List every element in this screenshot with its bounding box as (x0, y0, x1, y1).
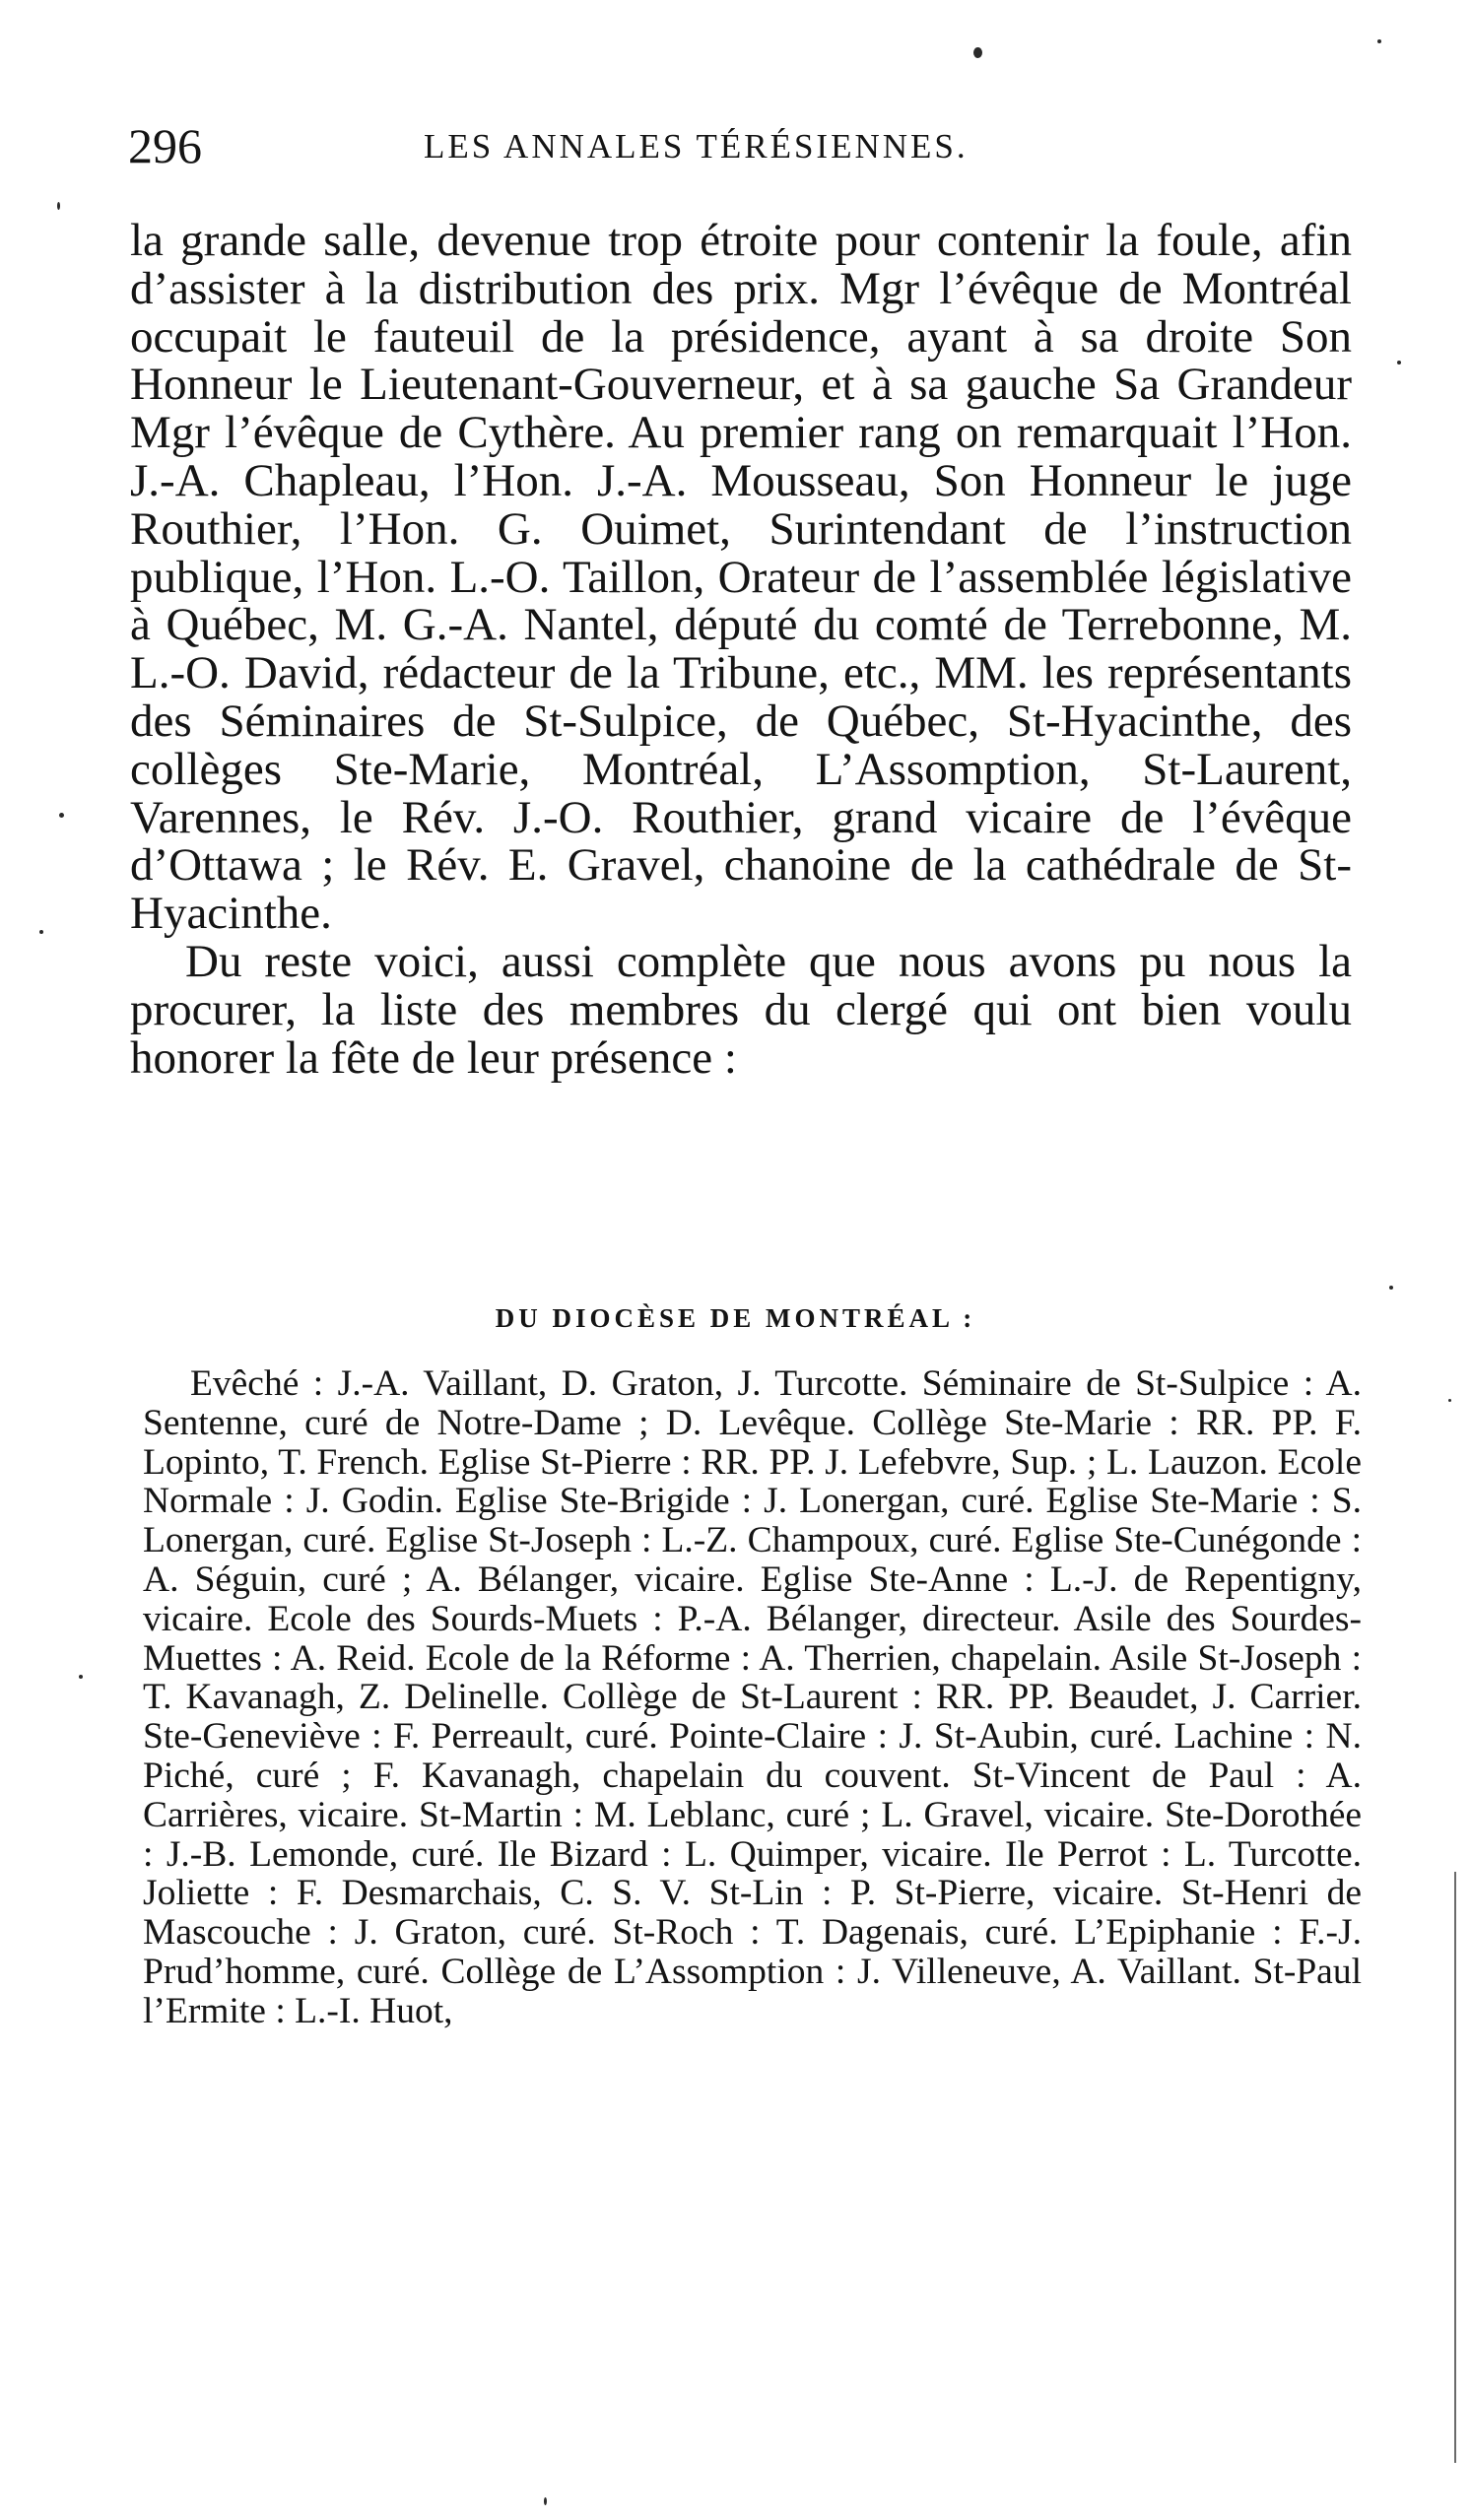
clergy-list: Evêché : J.-A. Vaillant, D. Graton, J. Turcotte. Séminaire de St-Sulpice : A. Sentenne, curé de Notre-Dame ; D. Levêque. Collège Ste-Marie : RR. PP. F. Lopinto, T. French. Eglise St-Pierre : RR. PP. J. Lefebvre, Sup. ; L. Lauzon. Ecole Normale : J. Godin. Eglise Ste-Brigide : J. Lonergan, curé. Eglise Ste-Marie : S. Lonergan, curé. Eglise St-Joseph : L.-Z. Champoux, curé. Eglise Ste-Cunégonde : A. Séguin, curé ; A. Bélanger, vicaire. Eglise Ste-Anne : L.-J. de Repentigny, vicaire. Ecole des Sourds-Muets : P.-A. Bélanger, directeur. Asile des Sourdes-Muettes : A. Reid. Ecole de la Réforme : A. Therrien, chapelain. Asile St-Joseph : T. Kavanagh, Z. Delinelle. Collège de St-Laurent : RR. PP. Beaudet, J. Carrier. Ste-Geneviève : F. Perreault, curé. Pointe-Claire : J. St-Aubin, curé. Lachine : N. Piché, curé ; F. Kavanagh, chapelain du couvent. St-Vincent de Paul : A. Carrières, vicaire. St-Martin : M. Leblanc, curé ; L. Gravel, vicaire. Ste-Dorothée : J.-B. Lemonde, curé. Ile Bizard : L. Quimper, vicaire. Ile Perrot : L. Turcotte. Joliette : F. Desmarchais, C. S. V. St-Lin : P. St-Pierre, vicaire. St-Henri de Mascouche : J. Graton, curé. St-Roch : T. Dagenais, curé. L’Epiphanie : F.-J. Prud’homme, curé. Collège de L’Assomption : J. Villeneuve, A. Vaillant. St-Paul l’Ermite : L.-I. Huot, (143, 1363, 1362, 2031)
scan-speck (59, 813, 64, 818)
scan-speck (1397, 361, 1401, 365)
scan-speck (79, 1675, 83, 1679)
scan-speck (1389, 1286, 1393, 1290)
page-header (128, 116, 1340, 175)
running-head: LES ANNALES TÉRÉSIENNES. (424, 127, 969, 166)
scan-edge-mark (1454, 1872, 1456, 2463)
section-heading: DU DIOCÈSE DE MONTRÉAL : (495, 1303, 976, 1333)
paragraph: Du reste voici, aussi complète que nous avons pu nous la procurer, la liste des membres du clergé qui ont bien voulu honorer la fête de leur présence : (130, 935, 1352, 1084)
page-number: 296 (128, 118, 202, 173)
scan-speck (1448, 1399, 1451, 1402)
paragraph: la grande salle, devenue trop étroite pour contenir la foule, afin d’assister à la distribution des prix. Mgr l’évêque de Montréal occupait le fauteuil de la présidence, ayant à sa droite Son Honneur le Lieutenant-Gouverneur, et à sa gauche Sa Grandeur Mgr l’évêque de Cythère. Au premier rang on remarquait l’Hon. J.-A. Chapleau, l’Hon. J.-A. Mousseau, Son Honneur le juge Routhier, l’Hon. G. Ouimet, Surintendant de l’instruction publique, l’Hon. L.-O. Taillon, Orateur de l’assemblée législative à Québec, M. G.-A. Nantel, député du comté de Terrebonne, M. L.-O. David, rédacteur de la Tribune, etc., MM. les représentants des Séminaires de St-Sulpice, de Québec, St-Hyacinthe, des collèges Ste-Marie, Montréal, L’Assomption, St-Laurent, Varennes, le Rév. J.-O. Routhier, grand vicaire de l’évêque d’Ottawa ; le Rév. E. Gravel, chanoine de la cathédrale de St-Hyacinthe. (130, 215, 1352, 940)
scan-speck (57, 202, 60, 210)
scan-speck (544, 2497, 547, 2505)
scan-speck (973, 47, 982, 58)
scan-speck (1377, 39, 1381, 43)
scan-speck (39, 930, 43, 934)
body-text (130, 217, 1352, 1082)
